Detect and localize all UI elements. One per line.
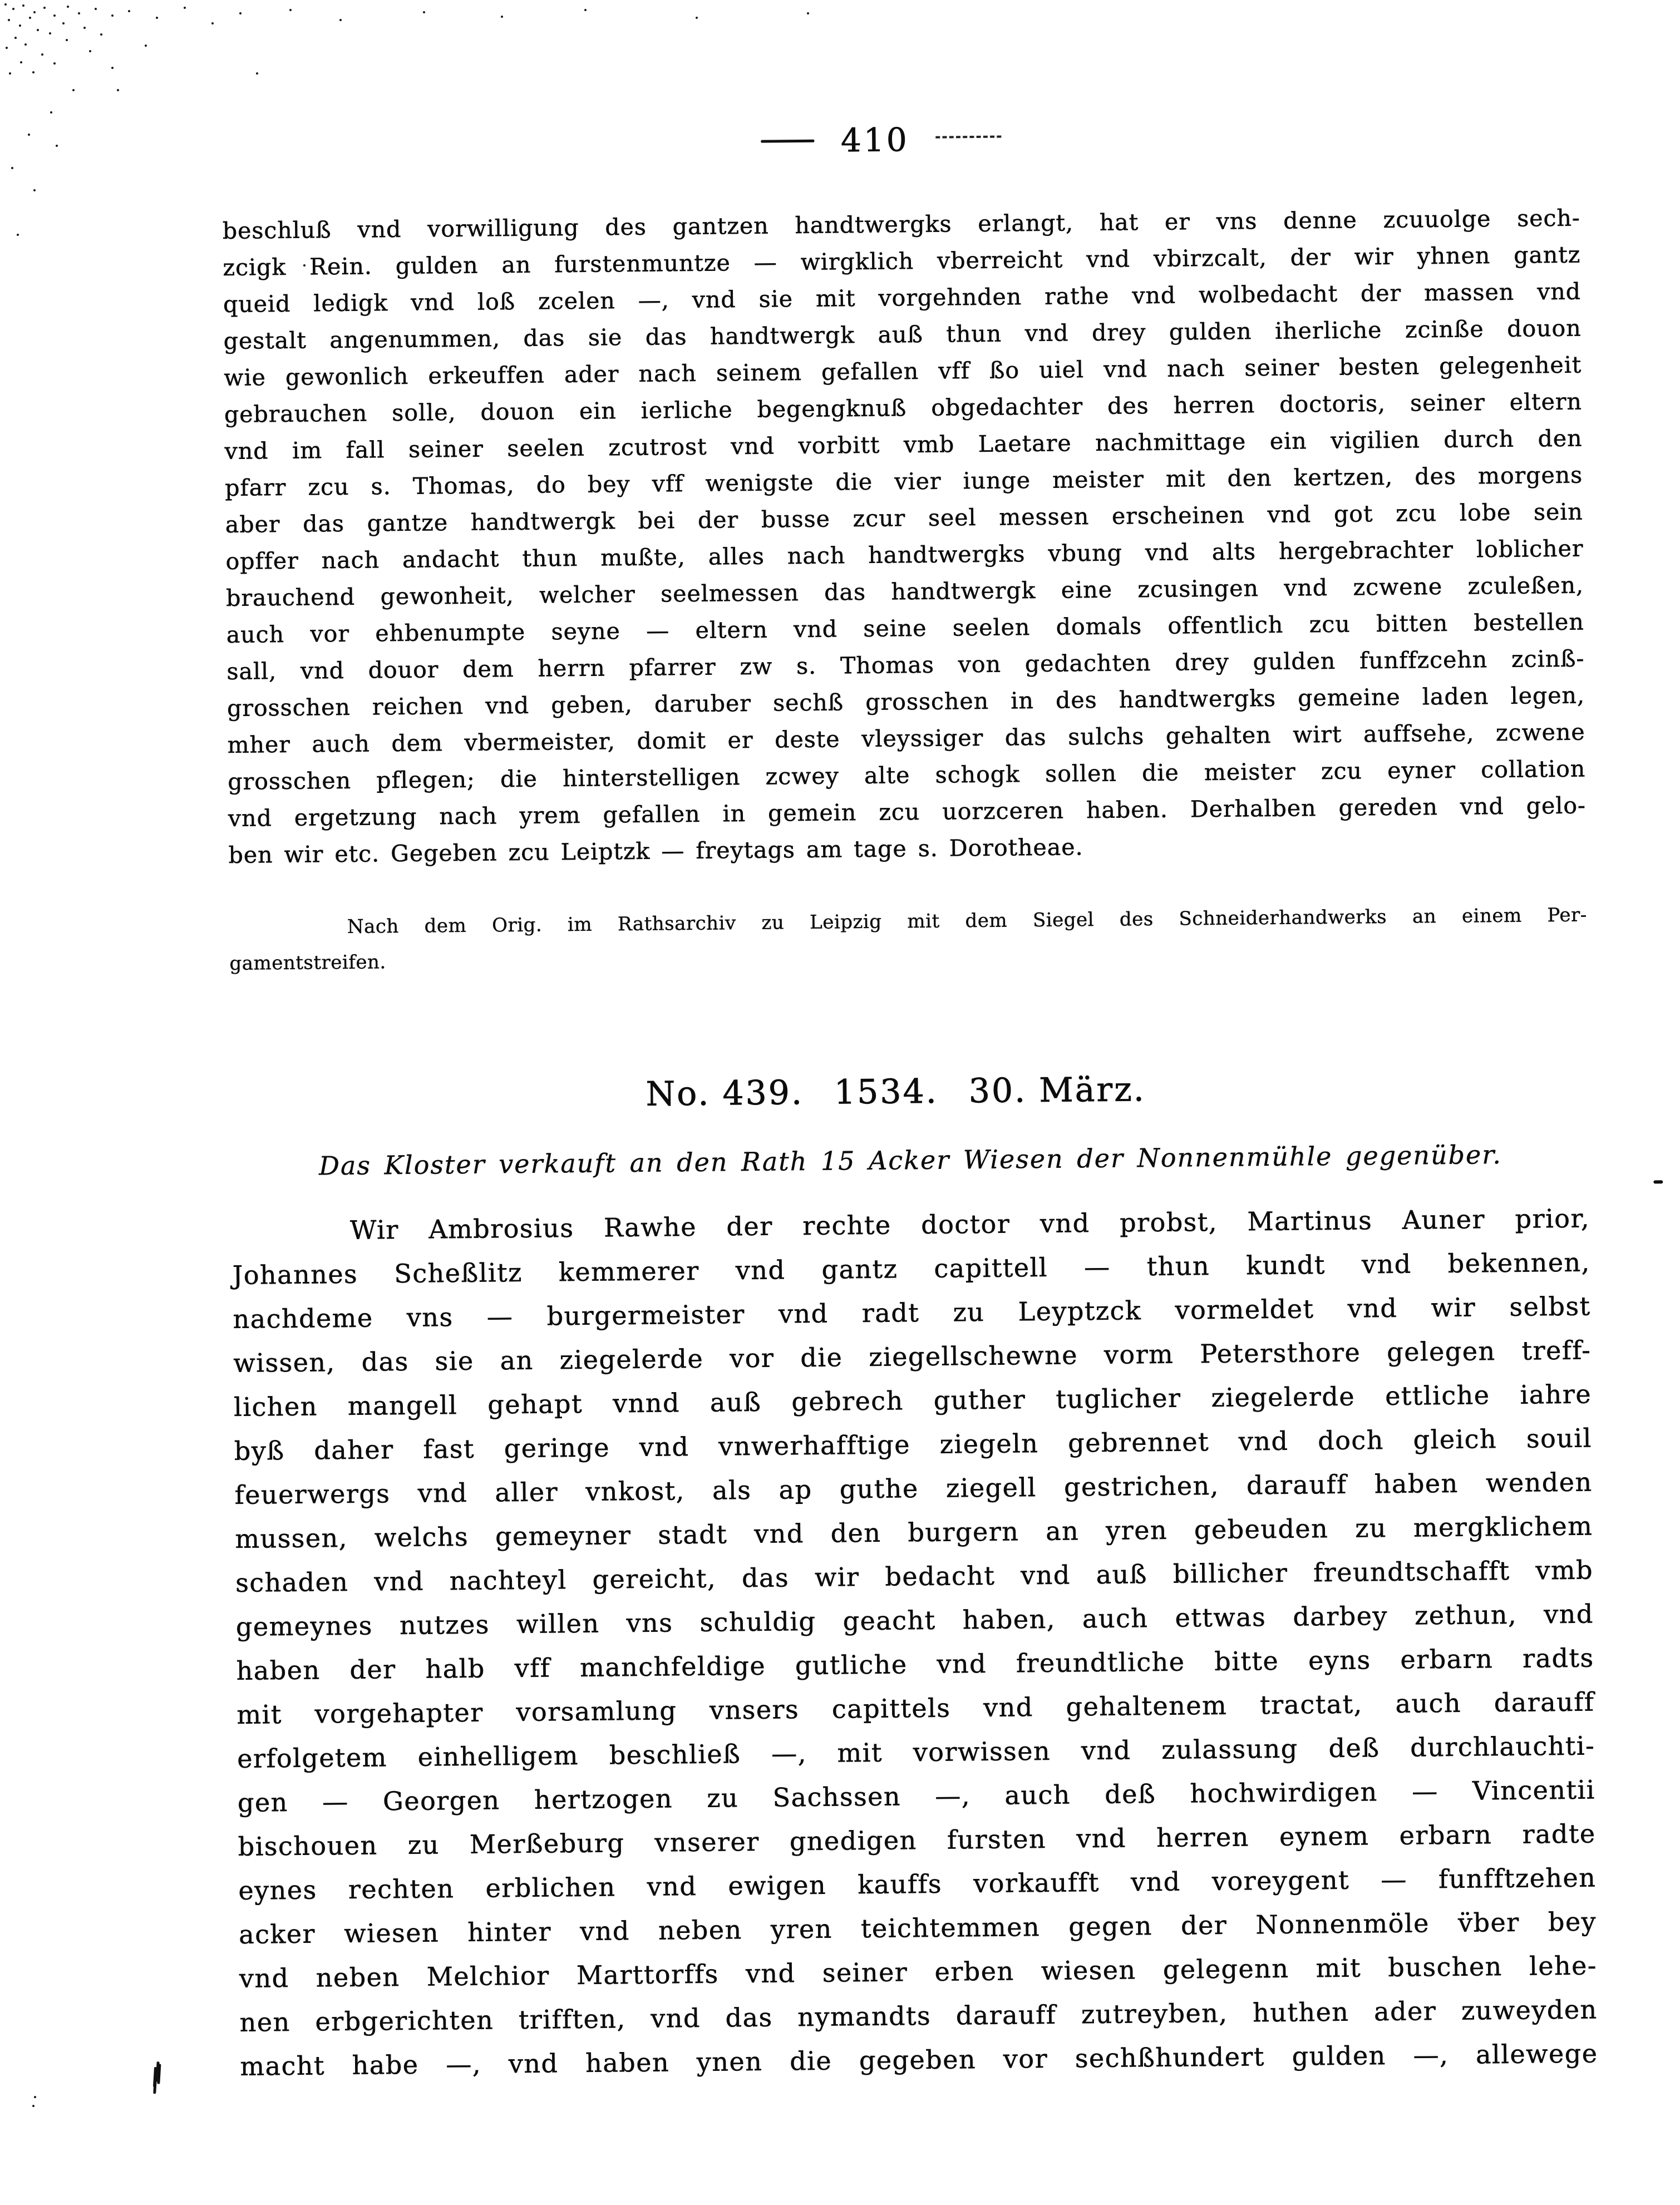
text-line: eynes rechten erblichen vnd ewigen kauffs vorkaufft vnd voreygent — funfftzehen <box>238 1862 1597 1906</box>
text-line: opffer nach andacht thun mußte, alles nach handtwergks vbung vnd alts hergebrachter loblicher <box>225 535 1584 575</box>
text-line: lichen mangell gehapt vnnd auß gebrech guther tuglicher ziegelerde ettliche iahre <box>233 1379 1592 1422</box>
text-line: pfarr zcu s. Thomas, do bey vff wenigste die vier iunge meister mit den kertzen, des morgens <box>225 461 1583 501</box>
text-line: brauchend gewonheit, welcher seelmessen das handtwergk eine zcusingen vnd zcwene zculeßen, <box>225 571 1584 611</box>
text-line: macht habe —, vnd haben ynen die gegeben vor sechßhundert gulden —, allewege <box>240 2038 1598 2081</box>
running-head <box>202 116 1560 164</box>
entry-439-body-paragraph <box>232 1196 1598 2088</box>
text-line: gestalt angenummen, das sie das handtwergk auß thun vnd drey gulden iherliche zcinße douon <box>223 314 1582 354</box>
text-line: ben wir etc. Gegeben zcu Leiptzk — freytags am tage s. Dorotheae. <box>228 833 1083 869</box>
text-line: Wir Ambrosius Rawhe der rechte doctor vnd probst, Martinus Auner prior, <box>349 1203 1590 1245</box>
text-line: grosschen pflegen; die hinterstelligen zcwey alte schogk sollen die meister zcu eyner collation <box>228 755 1586 795</box>
text-line: sall, vnd douor dem herrn pfarrer zw s. Thomas von gedachten drey gulden funffzcehn zcinß- <box>226 645 1585 685</box>
text-line: beschluß vnd vorwilligung des gantzen handtwergks erlangt, hat er vns denne zcuuolge sech- <box>222 204 1580 244</box>
page-number: 410 <box>840 121 910 160</box>
text-line: vnd ergetzung nach yrem gefallen in gemein zcu uorzceren haben. Derhalben gereden vnd gelo- <box>228 792 1587 832</box>
entry-date: 30. März. <box>968 1070 1146 1111</box>
text-line: gen — Georgen hertzogen zu Sachssen —, auch deß hochwirdigen — Vincentii <box>237 1774 1596 1818</box>
text-line: queid ledigk vnd loß zcelen —, vnd sie mit vorgehnden rathe vnd wolbedacht der massen vnd <box>223 278 1582 318</box>
text-line: gamentstreifen. <box>229 951 386 975</box>
text-line: mit vorgehapter vorsamlung vnsers capittels vnd gehaltenem tractat, auch darauff <box>237 1686 1595 1730</box>
source-note <box>229 897 1588 981</box>
left-rule <box>761 139 814 142</box>
text-line: byß daher fast geringe vnd vnwerhafftige ziegeln gebrennet vnd doch gleich souil <box>234 1423 1593 1466</box>
text-line: haben der halb vff manchfeldige gutliche vnd freundtliche bitte eyns erbarn radts <box>236 1642 1594 1686</box>
text-line: schaden vnd nachteyl gereicht, das wir bedacht vnd auß billicher freundtschafft vmb <box>235 1555 1594 1598</box>
text-line: wissen, das sie an ziegelerde vor die ziegellschewne vorm Petersthore gelegen treff- <box>233 1335 1592 1378</box>
entry-summary: Das Kloster verkauft an den Rath 15 Acker Wiesen der Nonnenmühle gegenüber. <box>318 1140 1502 1181</box>
text-line: feuerwergs vnd aller vnkost, als ap guthe ziegell gestrichen, darauff haben wenden <box>234 1467 1593 1510</box>
margin-ink-mark <box>156 2061 160 2081</box>
entry-438-continuation-paragraph <box>223 200 1587 874</box>
text-line: mher auch dem vbermeister, domit er deste vleyssiger das sulchs gehalten wirt auffsehe, zcwene <box>227 718 1585 758</box>
text-line: aber das gantze handtwergk bei der busse zcur seel messen erscheinen vnd got zcu lobe sein <box>225 498 1584 538</box>
text-line: auch vor ehbenumpte seyne — eltern vnd seine seelen domals offentlich zcu bitten bestellen <box>226 608 1584 648</box>
text-line: bischouen zu Merßeburg vnserer gnedigen fursten vnd herren eynem erbarn radte <box>238 1818 1596 1862</box>
text-line: vnd im fall seiner seelen zcutrost vnd vorbitt vmb Laetare nachmittage ein vigilien durch den <box>224 425 1583 465</box>
right-rule <box>936 136 1002 139</box>
text-line: Nach dem Orig. im Rathsarchiv zu Leipzig mit dem Siegel des Schneiderhandwerks an einem Per- <box>347 904 1587 938</box>
entry-number: No. 439. <box>646 1073 804 1114</box>
text-line: grosschen reichen vnd geben, daruber sechß grosschen in des handtwergks gemeine laden legen, <box>226 682 1585 722</box>
text-line: erfolgetem einhelligem beschließ —, mit vorwissen vnd zulassung deß durchlauchti- <box>237 1730 1595 1774</box>
text-line: acker wiesen hinter vnd neben yren teichtemmen gegen der Nonnenmöle v̈ber bey <box>238 1906 1597 1950</box>
text-line: nen erbgerichten trifften, vnd das nymandts darauff zutreyben, huthen ader zuweyden <box>239 1994 1598 2038</box>
text-line: mussen, welchs gemeyner stadt vnd den burgern an yren gebeuden zu mergklichem <box>235 1511 1593 1554</box>
text-line: gemeynes nutzes willen vns schuldig geacht haben, auch ettwas darbey zethun, vnd <box>235 1599 1594 1642</box>
text-line: nachdeme vns — burgermeister vnd radt zu Leyptzck vormeldet vnd wir selbst <box>233 1291 1591 1334</box>
entry-heading <box>216 1066 1575 1118</box>
text-line: gebrauchen solle, douon ein ierliche begengknuß obgedachter des herren doctoris, seiner eltern <box>224 388 1583 428</box>
text-line: wie gewonlich erkeuffen ader nach seinem gefallen vff ßo uiel vnd nach seiner besten gelegenheit <box>224 351 1582 391</box>
entry-year: 1534. <box>834 1072 939 1112</box>
text-line: vnd neben Melchior Marttorffs vnd seiner erben wiesen gelegenn mit buschen lehe- <box>239 1950 1598 1994</box>
text-line: Johannes Scheßlitz kemmerer vnd gantz capittell — thun kundt vnd bekennen, <box>232 1247 1591 1290</box>
stray-ink-dash <box>1653 1180 1663 1183</box>
text-line: zcigk Rein. gulden an furstenmuntze — wirgklich vberreicht vnd vbirzcalt, der wir yhnen gantz <box>223 241 1581 281</box>
